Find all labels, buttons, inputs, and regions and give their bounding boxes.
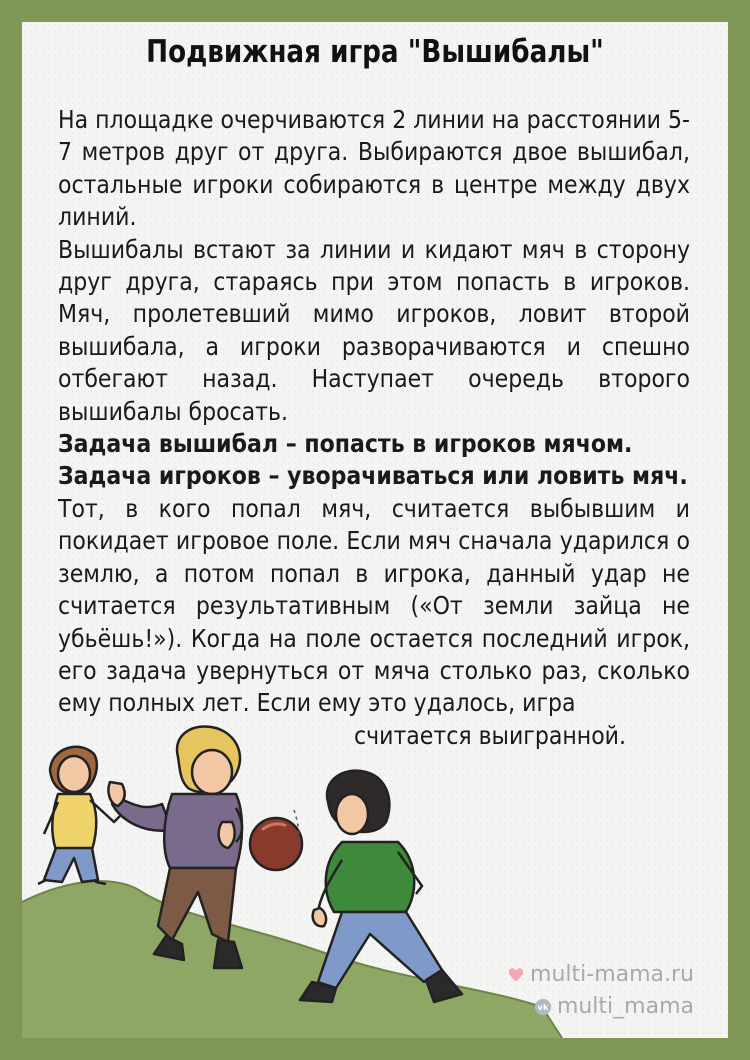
paragraph-setup: На площадке очерчиваются 2 линии на расстоянии 5-7 метров друг от друга. Выбираются двое вышибал, остальные игроки собираются в центре между двух линий. [58,105,690,232]
heart-icon [507,966,525,984]
paragraph-rules-tail: считается выигранной. [353,720,626,750]
paragraph-play: Вышибалы встают за линии и кидают мяч в сторону друг друга, стараясь при этом попасть в игроков. Мяч, пролетевший мимо игроков, ловит второй вышибала, а игроки разворачиваются и спешно отбегают назад. Наступает очередь второго вышибалы бросать. [58,234,690,426]
boy-green-figure [300,771,462,1002]
page-sheet [22,22,728,1038]
paragraph-rules: Тот, в кого попал мяч, считается выбывшим и покидает игровое поле. Если мяч сначала ударился о землю, а потом попал в игрока, данный удар не считается результативным («От земли зайца не убьёшь!»). Когда на поле остается последний игрок, его задача увернуться от мяча столько раз, сколько ему полных лет. Если ему это удалось, игра [58,493,690,718]
ball [250,818,302,870]
task-throwers: Задача вышибал – попасть в игроков мячом. [58,429,633,459]
girl-figure [38,747,120,884]
vk-icon [534,998,552,1016]
watermark-vk-text: multi_mama [556,994,694,1019]
page-title: Подвижная игра "Вышибалы" [146,34,604,70]
watermark-site [507,962,694,987]
ground-grass [22,881,562,1038]
watermark-site-text: multi-mama.ru [530,962,694,987]
children-playing-illustration [22,22,728,1038]
watermark-vk [534,994,694,1019]
svg-text:vk: vk [537,1001,549,1012]
task-players: Задача игроков – уворачиваться или ловить мяч. [58,461,688,491]
